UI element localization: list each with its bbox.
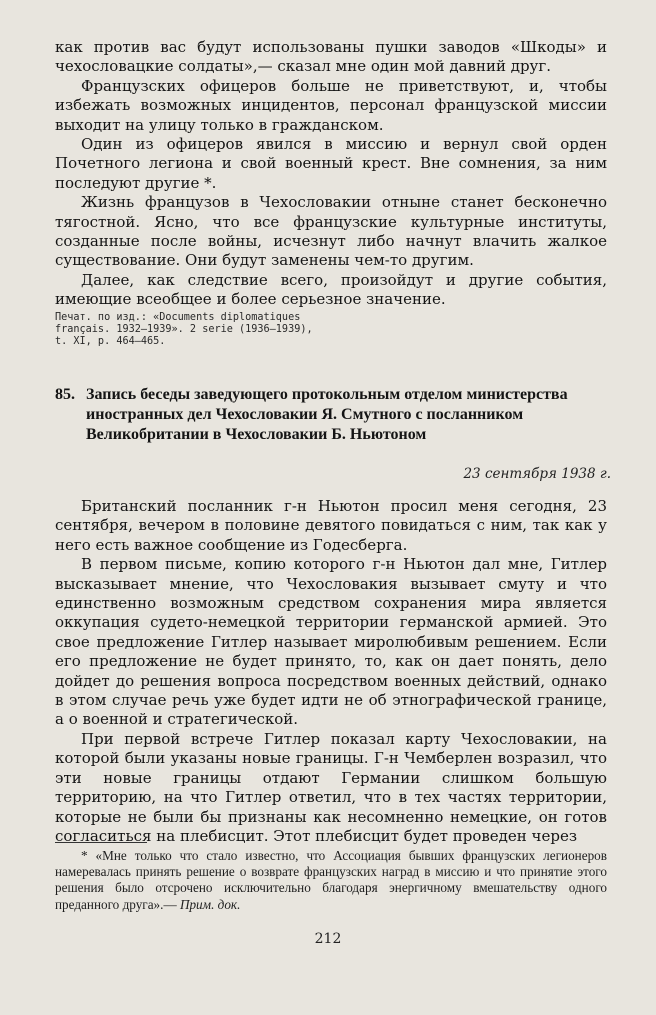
footnote-text: * «Мне только что стало известно, что Ассоциация бывших французских легионеров намеревалась принять решение о возврате французских наград в миссию и что принятие этого решения было отсрочено исключительно благодаря энергичному вмешательству одного преданного друга».—: [55, 848, 607, 912]
paragraph: Один из офицеров явился в миссию и вернул свой орден Почетного легиона и свой военный крест. Вне сомнения, за ним последуют другие *.: [55, 135, 607, 192]
document-title: Запись беседы заведующего протокольным отделом министерства иностранных дел Чехословакии Я. Смутного с посланником Великобритании в Чехословакии Б. Ньютоном: [86, 386, 568, 443]
page-number: 212: [314, 931, 342, 947]
footnote-divider: [55, 842, 147, 843]
document-date: 23 сентября 1938 г.: [463, 466, 611, 482]
top-text-block: [55, 38, 607, 310]
document-heading: [55, 385, 607, 445]
paragraph: Далее, как следствие всего, произойдут и другие события, имеющие всеобщее и более серьезное значение.: [55, 270, 607, 309]
paragraph: Жизнь французов в Чехословакии отныне станет бесконечно тягостной. Ясно, что все французские культурные институты, созданные после войны, исчезнут либо начнут влачить жалкое существование. Они будут заменены чем-то другим.: [55, 193, 607, 270]
paragraph: При первой встрече Гитлер показал карту Чехословакии, на которой были указаны новые границы. Г-н Чемберлен возразил, что эти новые границы отдают Германии слишком большую территорию, на что Гитлер ответил, что в тех частях территории, которые не были бы признаны как несомненно немецкие, он готов согласиться на плебисцит. Этот плебисцит будет проведен через: [55, 729, 607, 845]
footnote-note: Прим. док.: [179, 896, 241, 912]
paragraph: Британский посланник г-н Ньютон просил меня сегодня, 23 сентября, вечером в половине девятого повидаться с ним, так как у него есть важное сообщение из Годесберга.: [55, 497, 607, 554]
source-citation: Печат. по изд.: «Documents diplomatiques français. 1932—1939». 2 serie (1936—1939), t. XI, p. 464—465.: [55, 312, 313, 347]
footnote: [55, 848, 607, 913]
paragraph: Французских офицеров больше не приветствуют, и, чтобы избежать возможных инцидентов, персонал французской миссии выходит на улицу только в гражданском.: [55, 76, 607, 134]
paragraph: как против вас будут использованы пушки заводов «Шкоды» и чехословацкие солдаты»,— сказал мне один мой давний друг.: [55, 38, 607, 76]
document-number: 85.: [55, 386, 75, 403]
paragraph: В первом письме, копию которого г-н Ньютон дал мне, Гитлер высказывает мнение, что Чехословакия вызывает смуту и что единственно возможным средством сохранения мира является оккупация судето-немецкой территории германской армией. Это свое предложение Гитлер называет миролюбивым решением. Если его предложение не будет принято, то, как он дает понять, дело дойдет до решения вопроса посредством военных действий, однако в этом случае речь уже будет идти не об этнографической границе, а о военной и стратегической.: [55, 555, 607, 729]
main-text-block: [55, 497, 607, 846]
